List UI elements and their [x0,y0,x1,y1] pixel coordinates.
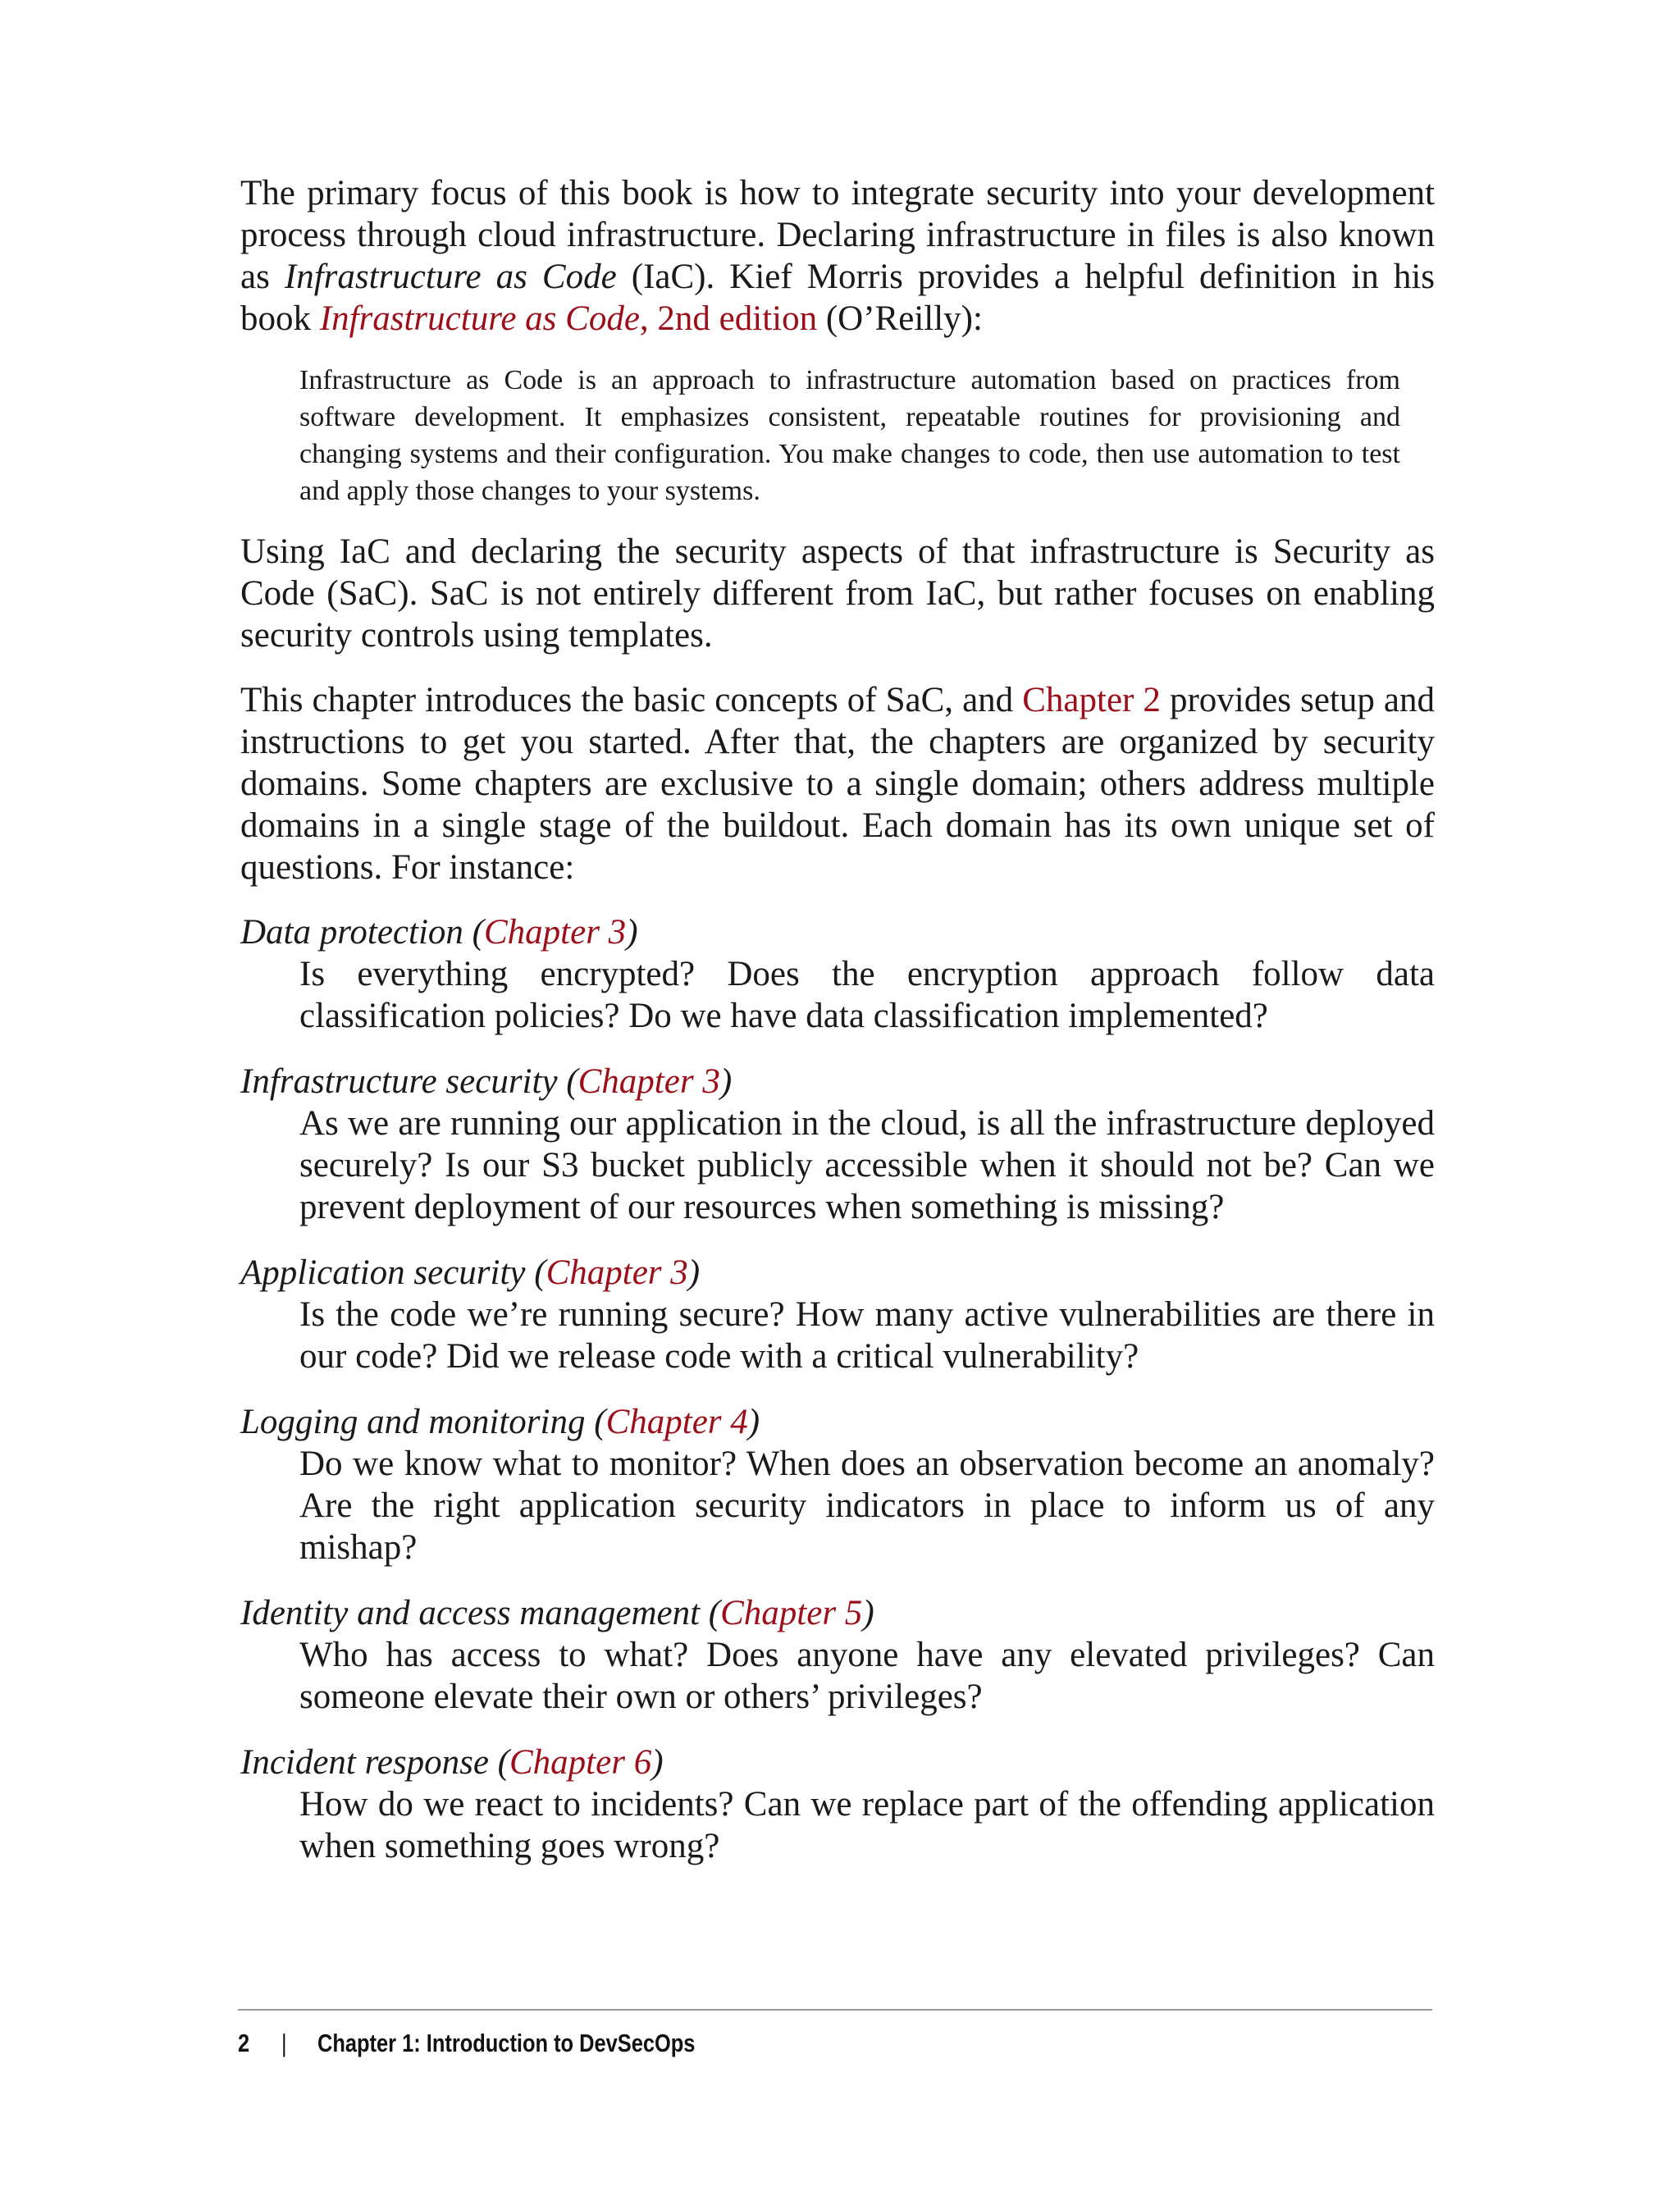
intro-paragraph [240,172,1435,340]
paren-close: ) [626,913,638,952]
domain-chapter-link[interactable]: Chapter 3 [578,1062,720,1101]
paren-open: ( [557,1062,578,1101]
domain-term [240,1742,1435,1783]
domain-description: Is everything encrypted? Does the encryption approach follow data classification policies? Do we have data classification implemented? [299,955,1435,1035]
paren-open: ( [463,913,484,952]
domain-description: How do we react to incidents? Can we replace part of the offending application when something goes wrong? [299,1785,1435,1865]
page-content [240,172,1435,1891]
security-domain-list [240,911,1435,1867]
domain-description: As we are running our application in the cloud, is all the infrastructure deployed securely? Is our S3 bucket publicly accessible when it should not be? Can we prevent deployment of our resources when something is missing? [299,1104,1435,1226]
domain-term-text: Incident response [240,1743,489,1782]
paren-open: ( [525,1253,546,1292]
footer-chapter-title: Chapter 1: Introduction to DevSecOps [317,2029,696,2057]
domain-chapter-link[interactable]: Chapter 3 [546,1253,688,1292]
domain-chapter-link[interactable]: Chapter 5 [720,1594,863,1632]
page-number: 2 [238,2029,250,2057]
domain-chapter-link[interactable]: Chapter 4 [605,1403,748,1441]
sac-paragraph: Using IaC and declaring the security aspects of that infrastructure is Security as Code (SaC). SaC is not entirely different from IaC, but rather focuses on enabling security controls using templates. [240,532,1435,655]
domain-chapter-link[interactable]: Chapter 6 [509,1743,652,1782]
domain-chapter-link[interactable]: Chapter 3 [483,913,627,952]
paren-close: ) [747,1403,760,1441]
overview-text-2: provides setup and instructions to get you started. After that, the chapters are organized by security domains. Some chapters are exclusive to a single domain; others address multiple domains in a single stage of the buildout. Each domain has its own unique set of questions. For instance: [240,681,1436,887]
domain-description: Is the code we’re running secure? How many active vulnerabilities are there in our code? Did we release code with a critical vulnerability? [299,1295,1435,1376]
domain-term-text: Application security [240,1253,526,1292]
intro-text-3: (O’Reilly): [817,299,983,338]
domain-term [240,911,1435,953]
chapter-2-link[interactable]: Chapter 2 [1022,681,1161,719]
iac-book-link-edition[interactable]: , 2nd edition [639,299,818,338]
domain-term-text: Data protection [240,913,463,952]
paren-open: ( [585,1403,606,1441]
iac-book-link[interactable] [320,299,817,338]
overview-text-1: This chapter introduces the basic concepts of SaC, and [240,681,1023,719]
iac-book-link-title[interactable]: Infrastructure as Code [319,299,640,338]
iac-term: Infrastructure as Code [284,258,617,296]
domain-term-text: Identity and access management [240,1594,701,1632]
paren-close: ) [687,1253,701,1292]
domain-term-text: Infrastructure security [240,1062,558,1101]
paren-open: ( [488,1743,509,1782]
paren-close: ) [651,1743,664,1782]
intro-text-2: (IaC). Kief Morris provides a helpful definition in his book [240,258,1435,338]
domain-description: Who has access to what? Does anyone have any elevated privileges? Can someone elevate their own or others’ privileges? [299,1636,1435,1716]
intro-text-1: The primary focus of this book is how to integrate security into your development process through cloud infrastructure. Declaring infrastructure in files is also known as [240,174,1435,296]
page-footer [238,2009,1432,2058]
footer-separator: | [281,2029,287,2057]
iac-definition-quote: Infrastructure as Code is an approach to infrastructure automation based on practices from software development. It emphasizes consistent, repeatable routines for provisioning and changing systems and their configuration. You make changes to code, then use automation to test and apply those changes to your systems. [299,365,1400,506]
paren-close: ) [862,1594,874,1632]
domain-term [240,1061,1435,1102]
paren-close: ) [719,1062,733,1101]
domain-term [240,1252,1435,1294]
domain-term-text: Logging and monitoring [240,1403,586,1441]
domain-term [240,1592,1435,1634]
domain-description: Do we know what to monitor? When does an observation become an anomaly? Are the right application security indicators in place to inform us of any mishap? [299,1445,1435,1567]
paren-open: ( [700,1594,721,1632]
chapter-overview-paragraph [240,679,1435,888]
domain-term [240,1401,1435,1443]
